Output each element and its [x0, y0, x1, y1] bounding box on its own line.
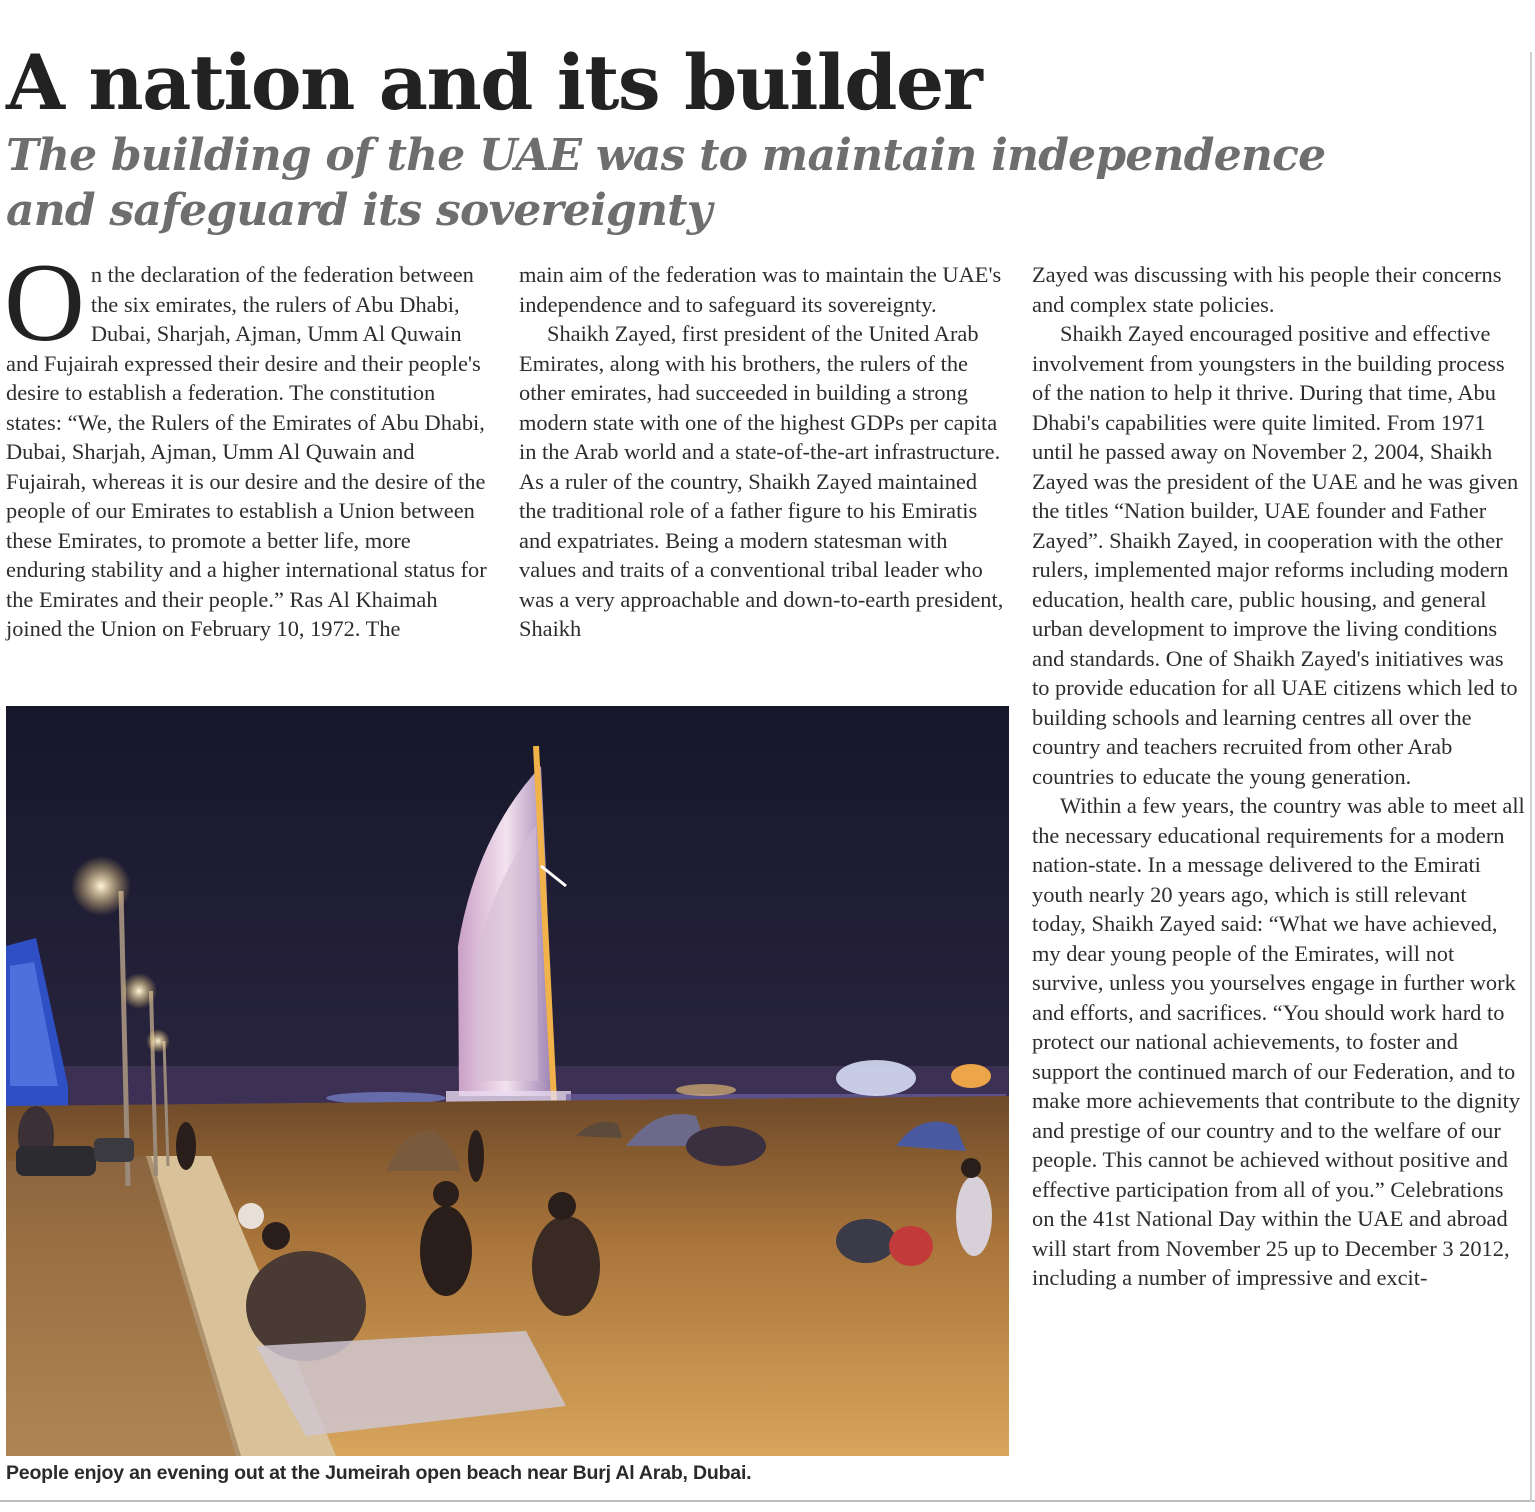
col3-paragraph-2: Shaikh Zayed encouraged positive and effective involvement from youngsters in the building process of the nation to help it thrive. During that time, Abu Dhabi's capabilities were quite limited. From 1971 until he passed away on November 2, 2004, Shaikh Zayed was the president of the UAE and he was given the titles “Nation builder, UAE founder and Father Zayed”. Shaikh Zayed, in cooperation with the other rulers, implemented major reforms including modern education, health care, public housing, and general urban development to improve the living conditions and standards. One of Shaikh Zayed's initiatives was to provide education for all UAE citizens which led to building schools and learning centres all over the country and teachers recruited from other Arab countries to educate the young generation.	[1032, 321, 1519, 789]
photo-caption: People enjoy an evening out at the Jumeirah open beach near Burj Al Arab, Dubai.	[6, 1462, 752, 1484]
col2-paragraph-1: main aim of the federation was to maintain the UAE's independence and to safeguard its sovereignty.	[519, 262, 1002, 317]
beach-night-scene	[6, 706, 1009, 1456]
article-column-1	[4, 241, 494, 644]
subheadline: The building of the UAE was to maintain independence and safeguard its sovereignty	[6, 130, 1326, 236]
beach-photo	[6, 706, 1009, 1456]
col1-paragraph-1: n the declaration of the federation between the six emirates, the rulers of Abu Dhabi, Dubai, Sharjah, Ajman, Umm Al Quwain and Fujairah expressed their desire and their people's desire to establish a federation. The constitution states: “We, the Rulers of the Emirates of Abu Dhabi, Dubai, Sharjah, Ajman, Umm Al Quwain and Fujairah, whereas it is our desire and the desire of the people of our Emirates to establish a Union between these Emirates, to promote a better life, more enduring stability and a higher international status for the Emirates and their people.” Ras Al Khaimah joined the Union on February 10, 1972. The	[6, 262, 487, 641]
col2-paragraph-2: Shaikh Zayed, first president of the United Arab Emirates, along with his brothers, the rulers of the other emirates, had succeeded in building a strong modern state with one of the highest GDPs per capita in the Arab world and a state-of-the-art infrastructure. As a ruler of the country, Shaikh Zayed maintained the traditional role of a father figure to his Emiratis and expatriates. Being a modern statesman with values and traits of a conventional tribal leader who was a very approachable and down-to-earth president, Shaikh	[519, 321, 1004, 641]
article-column-2	[519, 260, 1009, 644]
col3-paragraph-3: Within a few years, the country was able to meet all the necessary educational requirements for a modern nation-state. In a message delivered to the Emirati youth nearly 20 years ago, which is still relevant today, Shaikh Zayed said: “What we have achieved, my dear young people of the Emirates, will not survive, unless you yourselves engage in further work and efforts, and sacrifices. “You should work hard to protect our national achievements, to foster and support the continued march of our Federation, and to make more achievements that contribute to the dignity and prestige of our country and to the welfare of our people. This cannot be achieved without positive and effective participation from all of you.” Celebrations on the 41st National Day within the UAE and abroad will start from November 25 up to December 3 2012, including a number of impressive and excit-	[1032, 793, 1525, 1290]
article-column-3	[1032, 260, 1526, 1492]
right-rule	[1530, 52, 1532, 1502]
col3-paragraph-1: Zayed was discussing with his people their concerns and complex state policies.	[1032, 262, 1502, 317]
drop-cap: O	[4, 241, 85, 365]
headline: A nation and its builder	[6, 38, 982, 127]
bottom-rule	[0, 1500, 1535, 1502]
